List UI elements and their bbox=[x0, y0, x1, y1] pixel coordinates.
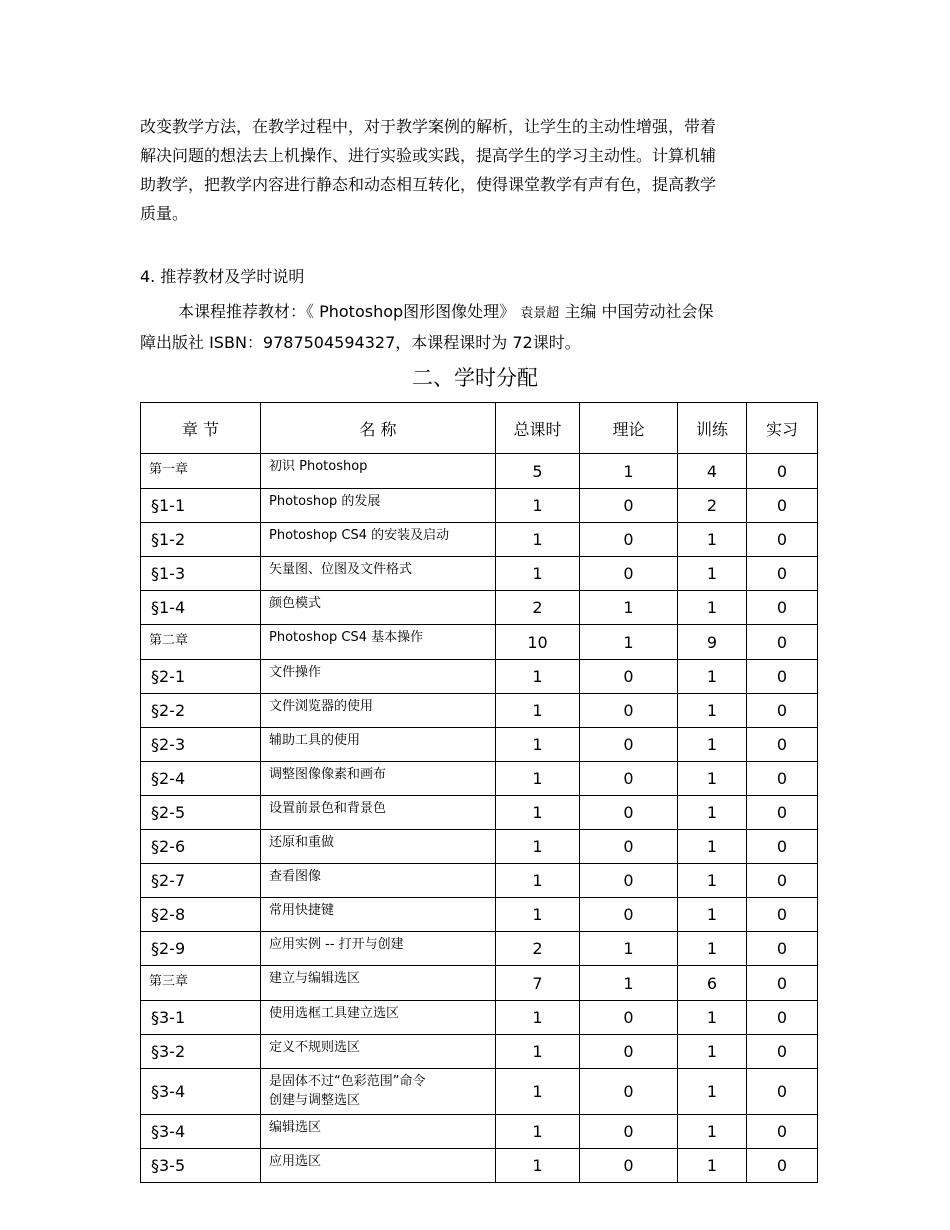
table-row bbox=[141, 625, 818, 660]
cell-training: 1 bbox=[678, 796, 747, 830]
table-row bbox=[141, 1035, 818, 1069]
table-row bbox=[141, 591, 818, 625]
cell-section: §2-9 bbox=[141, 932, 261, 966]
cell-theory: 0 bbox=[580, 1069, 678, 1115]
cell-theory: 0 bbox=[580, 1149, 678, 1183]
header-theory: 理论 bbox=[580, 403, 678, 454]
table-row bbox=[141, 489, 818, 523]
cell-training: 1 bbox=[678, 728, 747, 762]
cell-practice: 0 bbox=[747, 489, 818, 523]
cell-training: 1 bbox=[678, 864, 747, 898]
cell-theory: 0 bbox=[580, 660, 678, 694]
cell-section: §3-4 bbox=[141, 1069, 261, 1115]
cell-training: 1 bbox=[678, 1001, 747, 1035]
table-row bbox=[141, 796, 818, 830]
header-chapter: 章 节 bbox=[141, 403, 261, 454]
cell-section: §2-7 bbox=[141, 864, 261, 898]
cell-total-hours: 1 bbox=[496, 728, 580, 762]
cell-name: 还原和重做 bbox=[261, 830, 496, 864]
cell-total-hours: 5 bbox=[496, 454, 580, 489]
cell-section: §1-4 bbox=[141, 591, 261, 625]
cell-practice: 0 bbox=[747, 1115, 818, 1149]
cell-total-hours: 1 bbox=[496, 1069, 580, 1115]
table-row bbox=[141, 523, 818, 557]
cell-practice: 0 bbox=[747, 1069, 818, 1115]
cell-total-hours: 1 bbox=[496, 694, 580, 728]
cell-name: 建立与编辑选区 bbox=[261, 966, 496, 1001]
cell-section: §3-2 bbox=[141, 1035, 261, 1069]
cell-name: 调整图像像素和画布 bbox=[261, 762, 496, 796]
cell-theory: 0 bbox=[580, 489, 678, 523]
cell-name: Photoshop CS4 的安装及启动 bbox=[261, 523, 496, 557]
cell-total-hours: 1 bbox=[496, 557, 580, 591]
cell-practice: 0 bbox=[747, 1035, 818, 1069]
cell-training: 1 bbox=[678, 557, 747, 591]
cell-practice: 0 bbox=[747, 454, 818, 489]
cell-theory: 0 bbox=[580, 898, 678, 932]
cell-total-hours: 1 bbox=[496, 762, 580, 796]
cell-section: §2-6 bbox=[141, 830, 261, 864]
cell-total-hours: 2 bbox=[496, 932, 580, 966]
cell-practice: 0 bbox=[747, 728, 818, 762]
cell-theory: 0 bbox=[580, 1001, 678, 1035]
intro-paragraph bbox=[140, 112, 800, 228]
cell-section: 第一章 bbox=[141, 454, 261, 489]
cell-theory: 0 bbox=[580, 830, 678, 864]
cell-total-hours: 7 bbox=[496, 966, 580, 1001]
header-total-hours: 总课时 bbox=[496, 403, 580, 454]
cell-name: 辅助工具的使用 bbox=[261, 728, 496, 762]
cell-theory: 0 bbox=[580, 1035, 678, 1069]
textbook-author: 袁景超 bbox=[520, 306, 560, 321]
cell-name: 设置前景色和背景色 bbox=[261, 796, 496, 830]
cell-section: §3-5 bbox=[141, 1149, 261, 1183]
cell-theory: 0 bbox=[580, 762, 678, 796]
cell-total-hours: 1 bbox=[496, 489, 580, 523]
cell-training: 1 bbox=[678, 694, 747, 728]
textbook-paragraph bbox=[140, 297, 800, 357]
table-row bbox=[141, 898, 818, 932]
table-row bbox=[141, 1115, 818, 1149]
cell-total-hours: 1 bbox=[496, 830, 580, 864]
cell-total-hours: 1 bbox=[496, 898, 580, 932]
cell-name: 使用选框工具建立选区 bbox=[261, 1001, 496, 1035]
cell-theory: 1 bbox=[580, 454, 678, 489]
cell-practice: 0 bbox=[747, 864, 818, 898]
cell-total-hours: 1 bbox=[496, 864, 580, 898]
table-row bbox=[141, 1001, 818, 1035]
cell-practice: 0 bbox=[747, 1149, 818, 1183]
cell-section: §3-4 bbox=[141, 1115, 261, 1149]
section-title: 二、学时分配 bbox=[412, 366, 538, 390]
table-row bbox=[141, 660, 818, 694]
cell-name: 文件浏览器的使用 bbox=[261, 694, 496, 728]
cell-total-hours: 1 bbox=[496, 1149, 580, 1183]
cell-practice: 0 bbox=[747, 694, 818, 728]
text-line: 质量。 bbox=[140, 204, 189, 223]
cell-section: §1-3 bbox=[141, 557, 261, 591]
cell-name: 查看图像 bbox=[261, 864, 496, 898]
subheading-text: 4. 推荐教材及学时说明 bbox=[140, 267, 305, 286]
cell-section: §2-3 bbox=[141, 728, 261, 762]
cell-practice: 0 bbox=[747, 591, 818, 625]
cell-section: §2-8 bbox=[141, 898, 261, 932]
cell-name: 是固体不过“色彩范围”命令 创建与调整选区 bbox=[261, 1069, 496, 1115]
table-row bbox=[141, 830, 818, 864]
cell-section: §1-2 bbox=[141, 523, 261, 557]
cell-training: 1 bbox=[678, 1069, 747, 1115]
cell-training: 1 bbox=[678, 591, 747, 625]
text-line: 改变教学方法，在教学过程中，对于教学案例的解析，让学生的主动性增强，带着 bbox=[140, 117, 717, 136]
cell-total-hours: 1 bbox=[496, 796, 580, 830]
cell-name: 定义不规则选区 bbox=[261, 1035, 496, 1069]
cell-name: 初识 Photoshop bbox=[261, 454, 496, 489]
cell-theory: 1 bbox=[580, 966, 678, 1001]
cell-theory: 0 bbox=[580, 694, 678, 728]
text-line: 解决问题的想法去上机操作、进行实验或实践，提高学生的学习主动性。计算机辅 bbox=[140, 146, 717, 165]
cell-name: 应用实例 -- 打开与创建 bbox=[261, 932, 496, 966]
cell-training: 4 bbox=[678, 454, 747, 489]
cell-theory: 0 bbox=[580, 523, 678, 557]
cell-section: §1-1 bbox=[141, 489, 261, 523]
cell-name: 常用快捷键 bbox=[261, 898, 496, 932]
cell-section: §2-1 bbox=[141, 660, 261, 694]
cell-theory: 0 bbox=[580, 728, 678, 762]
cell-total-hours: 1 bbox=[496, 523, 580, 557]
table-header-row bbox=[141, 403, 818, 454]
cell-training: 2 bbox=[678, 489, 747, 523]
cell-name: Photoshop CS4 基本操作 bbox=[261, 625, 496, 660]
cell-total-hours: 1 bbox=[496, 1001, 580, 1035]
table-row bbox=[141, 557, 818, 591]
cell-training: 1 bbox=[678, 523, 747, 557]
table-row bbox=[141, 762, 818, 796]
table-row bbox=[141, 932, 818, 966]
cell-training: 1 bbox=[678, 762, 747, 796]
cell-training: 1 bbox=[678, 830, 747, 864]
cell-total-hours: 1 bbox=[496, 1035, 580, 1069]
cell-practice: 0 bbox=[747, 625, 818, 660]
cell-practice: 0 bbox=[747, 523, 818, 557]
cell-section: 第二章 bbox=[141, 625, 261, 660]
table-row bbox=[141, 966, 818, 1001]
cell-training: 1 bbox=[678, 660, 747, 694]
cell-theory: 0 bbox=[580, 796, 678, 830]
cell-practice: 0 bbox=[747, 557, 818, 591]
cell-training: 1 bbox=[678, 932, 747, 966]
table-row bbox=[141, 694, 818, 728]
cell-training: 1 bbox=[678, 898, 747, 932]
cell-training: 1 bbox=[678, 1149, 747, 1183]
cell-practice: 0 bbox=[747, 1001, 818, 1035]
table-row bbox=[141, 1069, 818, 1115]
cell-training: 1 bbox=[678, 1035, 747, 1069]
cell-practice: 0 bbox=[747, 932, 818, 966]
table-row bbox=[141, 454, 818, 489]
cell-practice: 0 bbox=[747, 796, 818, 830]
cell-name: 颜色模式 bbox=[261, 591, 496, 625]
textbook-title: 本课程推荐教材：《 Photoshop图形图像处理》 bbox=[178, 302, 516, 321]
cell-section: §3-1 bbox=[141, 1001, 261, 1035]
cell-section: 第三章 bbox=[141, 966, 261, 1001]
hours-table bbox=[140, 402, 818, 1183]
cell-name: 矢量图、位图及文件格式 bbox=[261, 557, 496, 591]
cell-theory: 0 bbox=[580, 864, 678, 898]
cell-training: 6 bbox=[678, 966, 747, 1001]
cell-theory: 1 bbox=[580, 591, 678, 625]
cell-practice: 0 bbox=[747, 762, 818, 796]
cell-total-hours: 1 bbox=[496, 1115, 580, 1149]
cell-training: 9 bbox=[678, 625, 747, 660]
cell-practice: 0 bbox=[747, 660, 818, 694]
cell-name: 文件操作 bbox=[261, 660, 496, 694]
header-practice: 实习 bbox=[747, 403, 818, 454]
cell-name: 编辑选区 bbox=[261, 1115, 496, 1149]
cell-theory: 0 bbox=[580, 557, 678, 591]
cell-total-hours: 2 bbox=[496, 591, 580, 625]
cell-total-hours: 1 bbox=[496, 660, 580, 694]
cell-section: §2-4 bbox=[141, 762, 261, 796]
table-row bbox=[141, 864, 818, 898]
cell-total-hours: 10 bbox=[496, 625, 580, 660]
text-line: 助教学，把教学内容进行静态和动态相互转化，使得课堂教学有声有色，提高教学 bbox=[140, 175, 717, 194]
subheading-textbook bbox=[140, 262, 800, 291]
table-row bbox=[141, 728, 818, 762]
text-line: 障出版社 ISBN：9787504594327，本课程课时为 72课时。 bbox=[140, 333, 581, 352]
table-row bbox=[141, 1149, 818, 1183]
cell-name: Photoshop 的发展 bbox=[261, 489, 496, 523]
cell-theory: 1 bbox=[580, 625, 678, 660]
cell-theory: 0 bbox=[580, 1115, 678, 1149]
cell-training: 1 bbox=[678, 1115, 747, 1149]
cell-name: 应用选区 bbox=[261, 1149, 496, 1183]
cell-practice: 0 bbox=[747, 898, 818, 932]
cell-theory: 1 bbox=[580, 932, 678, 966]
cell-section: §2-2 bbox=[141, 694, 261, 728]
cell-section: §2-5 bbox=[141, 796, 261, 830]
header-name: 名 称 bbox=[261, 403, 496, 454]
cell-practice: 0 bbox=[747, 966, 818, 1001]
cell-practice: 0 bbox=[747, 830, 818, 864]
text-line bbox=[140, 297, 800, 328]
header-training: 训练 bbox=[678, 403, 747, 454]
textbook-publisher: 主编 中国劳动社会保 bbox=[559, 302, 714, 321]
